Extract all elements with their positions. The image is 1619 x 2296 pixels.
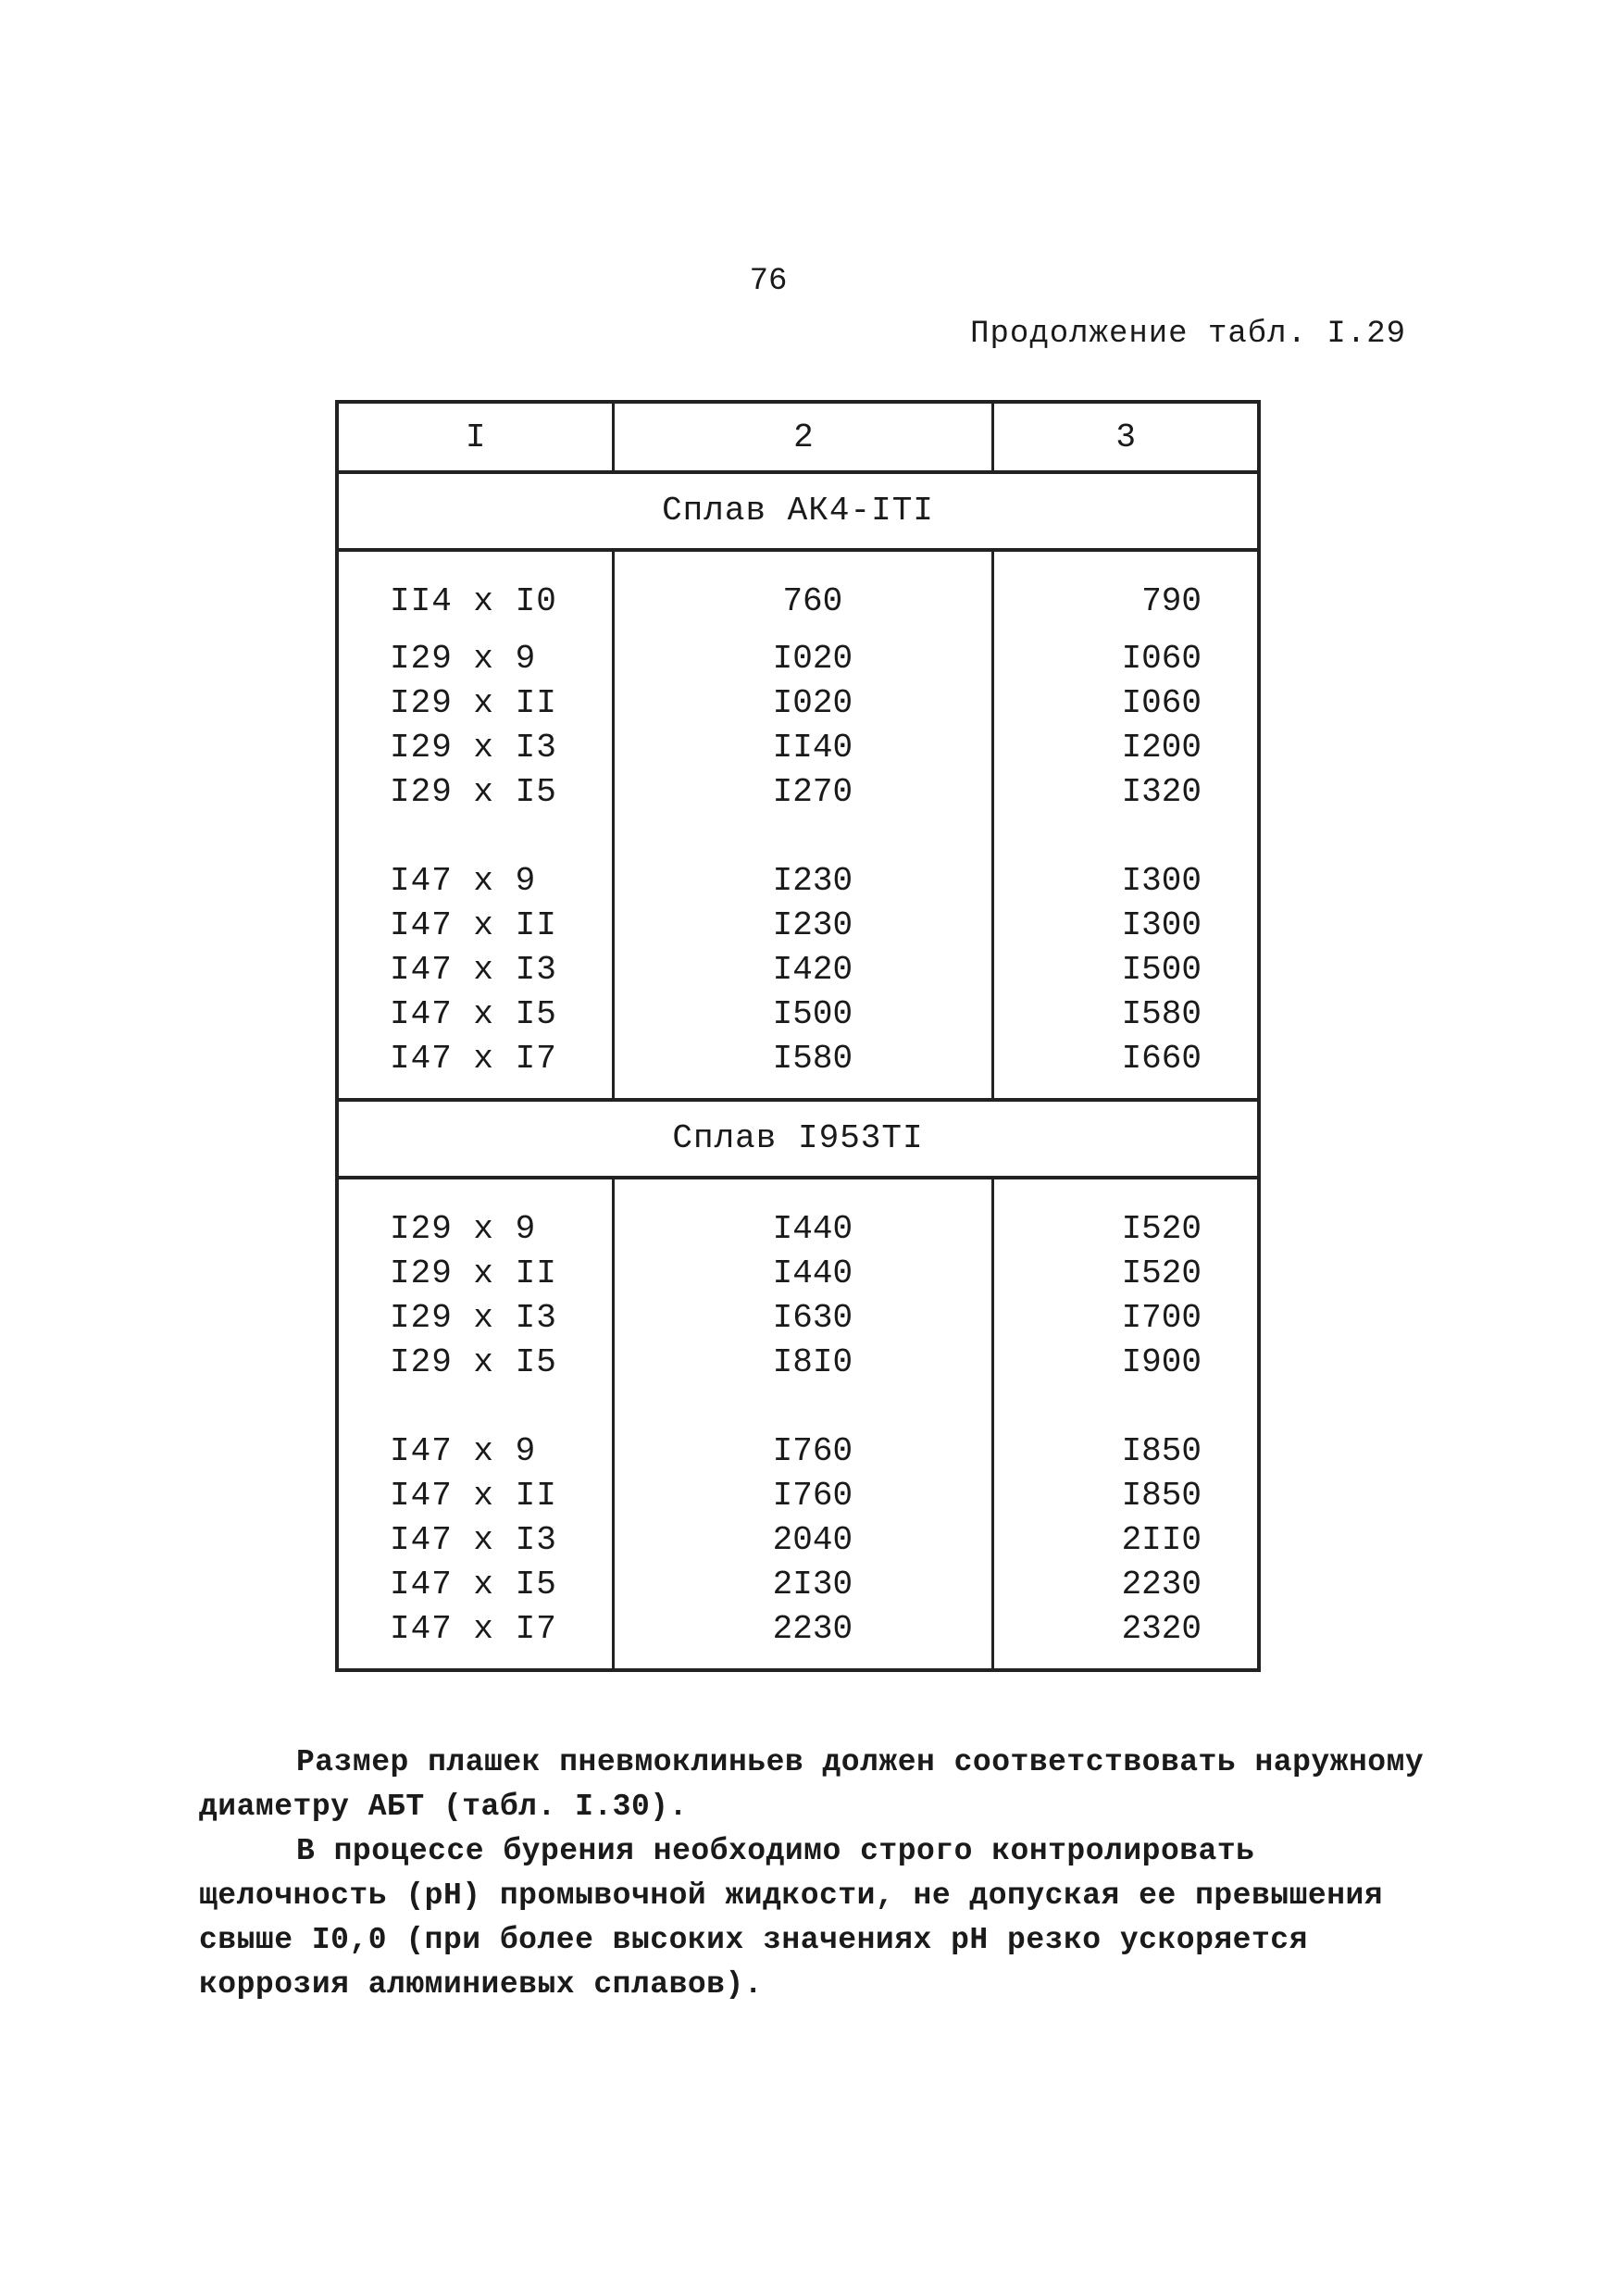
spacer-row: [337, 1178, 1259, 1207]
paragraph: В процессе бурения необходимо строго контролировать щелочность (pH) промывочной жидкости, не допуская ее превышения свыше I0,0 (при более высоких значениях pH резко ускоряется коррозия алюминиевых сплавов).: [199, 1834, 1384, 2002]
table-row: [337, 726, 1259, 770]
value-cell: I580: [614, 1037, 993, 1100]
pipe-size-cell: I47 x II: [337, 1474, 614, 1518]
table-row: [337, 1341, 1259, 1385]
pipe-size-cell: I47 x I7: [337, 1037, 614, 1100]
value-cell: 760: [614, 580, 993, 624]
table-row: [337, 1474, 1259, 1518]
pipe-size-cell: I47 x II: [337, 904, 614, 948]
value-cell: I230: [614, 859, 993, 904]
value-cell: I300: [993, 904, 1259, 948]
table-row: [337, 1429, 1259, 1474]
table-row: [337, 1037, 1259, 1100]
gap-row: [337, 624, 1259, 637]
table-body: [337, 472, 1259, 1670]
table-row: [337, 904, 1259, 948]
data-table: [335, 400, 1261, 1672]
pipe-size-cell: I47 x I3: [337, 1518, 614, 1563]
pipe-size-cell: I29 x 9: [337, 637, 614, 681]
value-cell: I8I0: [614, 1341, 993, 1385]
table-row: [337, 770, 1259, 815]
value-cell: I660: [993, 1037, 1259, 1100]
value-cell: 790: [993, 580, 1259, 624]
gap-row: [337, 815, 1259, 859]
page-number: 76: [749, 264, 788, 299]
table-row: [337, 948, 1259, 992]
section-title-row: [337, 472, 1259, 550]
value-cell: I270: [614, 770, 993, 815]
value-cell: I630: [614, 1296, 993, 1341]
value-cell: I060: [993, 637, 1259, 681]
section-title: Сплав I953ТI: [337, 1100, 1259, 1178]
table-row: [337, 1252, 1259, 1296]
value-cell: I520: [993, 1207, 1259, 1252]
body-text: [199, 1741, 1430, 2007]
pipe-size-cell: I29 x I3: [337, 1296, 614, 1341]
pipe-size-cell: I47 x 9: [337, 1429, 614, 1474]
value-cell: I850: [993, 1429, 1259, 1474]
value-cell: I760: [614, 1429, 993, 1474]
table-row: [337, 859, 1259, 904]
column-header: 2: [614, 402, 993, 472]
pipe-size-cell: I29 x I3: [337, 726, 614, 770]
value-cell: I440: [614, 1252, 993, 1296]
value-cell: 2230: [993, 1563, 1259, 1607]
value-cell: I580: [993, 992, 1259, 1037]
value-cell: I900: [993, 1341, 1259, 1385]
pipe-size-cell: I47 x I7: [337, 1607, 614, 1670]
table-row: [337, 580, 1259, 624]
value-cell: I020: [614, 681, 993, 726]
value-cell: I500: [993, 948, 1259, 992]
table-continuation-caption: Продолжение табл. I.29: [970, 317, 1406, 352]
pipe-size-cell: I47 x I3: [337, 948, 614, 992]
table-row: [337, 1563, 1259, 1607]
table-row: [337, 992, 1259, 1037]
value-cell: I020: [614, 637, 993, 681]
table-row: [337, 637, 1259, 681]
value-cell: I300: [993, 859, 1259, 904]
value-cell: 2230: [614, 1607, 993, 1670]
value-cell: 2320: [993, 1607, 1259, 1670]
value-cell: I850: [993, 1474, 1259, 1518]
table-row: [337, 1296, 1259, 1341]
pipe-size-cell: I29 x I5: [337, 770, 614, 815]
value-cell: I420: [614, 948, 993, 992]
table-header-row: [337, 402, 1259, 472]
table-row: [337, 681, 1259, 726]
table-row: [337, 1518, 1259, 1563]
value-cell: I700: [993, 1296, 1259, 1341]
pipe-size-cell: I29 x II: [337, 1252, 614, 1296]
value-cell: I500: [614, 992, 993, 1037]
pipe-size-cell: I47 x I5: [337, 992, 614, 1037]
spacer-row: [337, 550, 1259, 580]
pipe-size-cell: I47 x I5: [337, 1563, 614, 1607]
pipe-size-cell: I47 x 9: [337, 859, 614, 904]
value-cell: I320: [993, 770, 1259, 815]
value-cell: I200: [993, 726, 1259, 770]
section-title-row: [337, 1100, 1259, 1178]
table-row: [337, 1607, 1259, 1670]
value-cell: I520: [993, 1252, 1259, 1296]
value-cell: 2040: [614, 1518, 993, 1563]
value-cell: I440: [614, 1207, 993, 1252]
value-cell: I760: [614, 1474, 993, 1518]
pipe-size-cell: I29 x 9: [337, 1207, 614, 1252]
value-cell: I230: [614, 904, 993, 948]
pipe-size-cell: II4 x I0: [337, 580, 614, 624]
column-header: 3: [993, 402, 1259, 472]
column-header: I: [337, 402, 614, 472]
value-cell: 2I30: [614, 1563, 993, 1607]
value-cell: 2II0: [993, 1518, 1259, 1563]
value-cell: II40: [614, 726, 993, 770]
paragraph: Размер плашек пневмоклиньев должен соответствовать наружному диаметру АБТ (табл. I.30).: [199, 1745, 1425, 1824]
section-title: Сплав АК4-IТI: [337, 472, 1259, 550]
pipe-size-cell: I29 x II: [337, 681, 614, 726]
pipe-size-cell: I29 x I5: [337, 1341, 614, 1385]
table-row: [337, 1207, 1259, 1252]
value-cell: I060: [993, 681, 1259, 726]
gap-row: [337, 1385, 1259, 1429]
